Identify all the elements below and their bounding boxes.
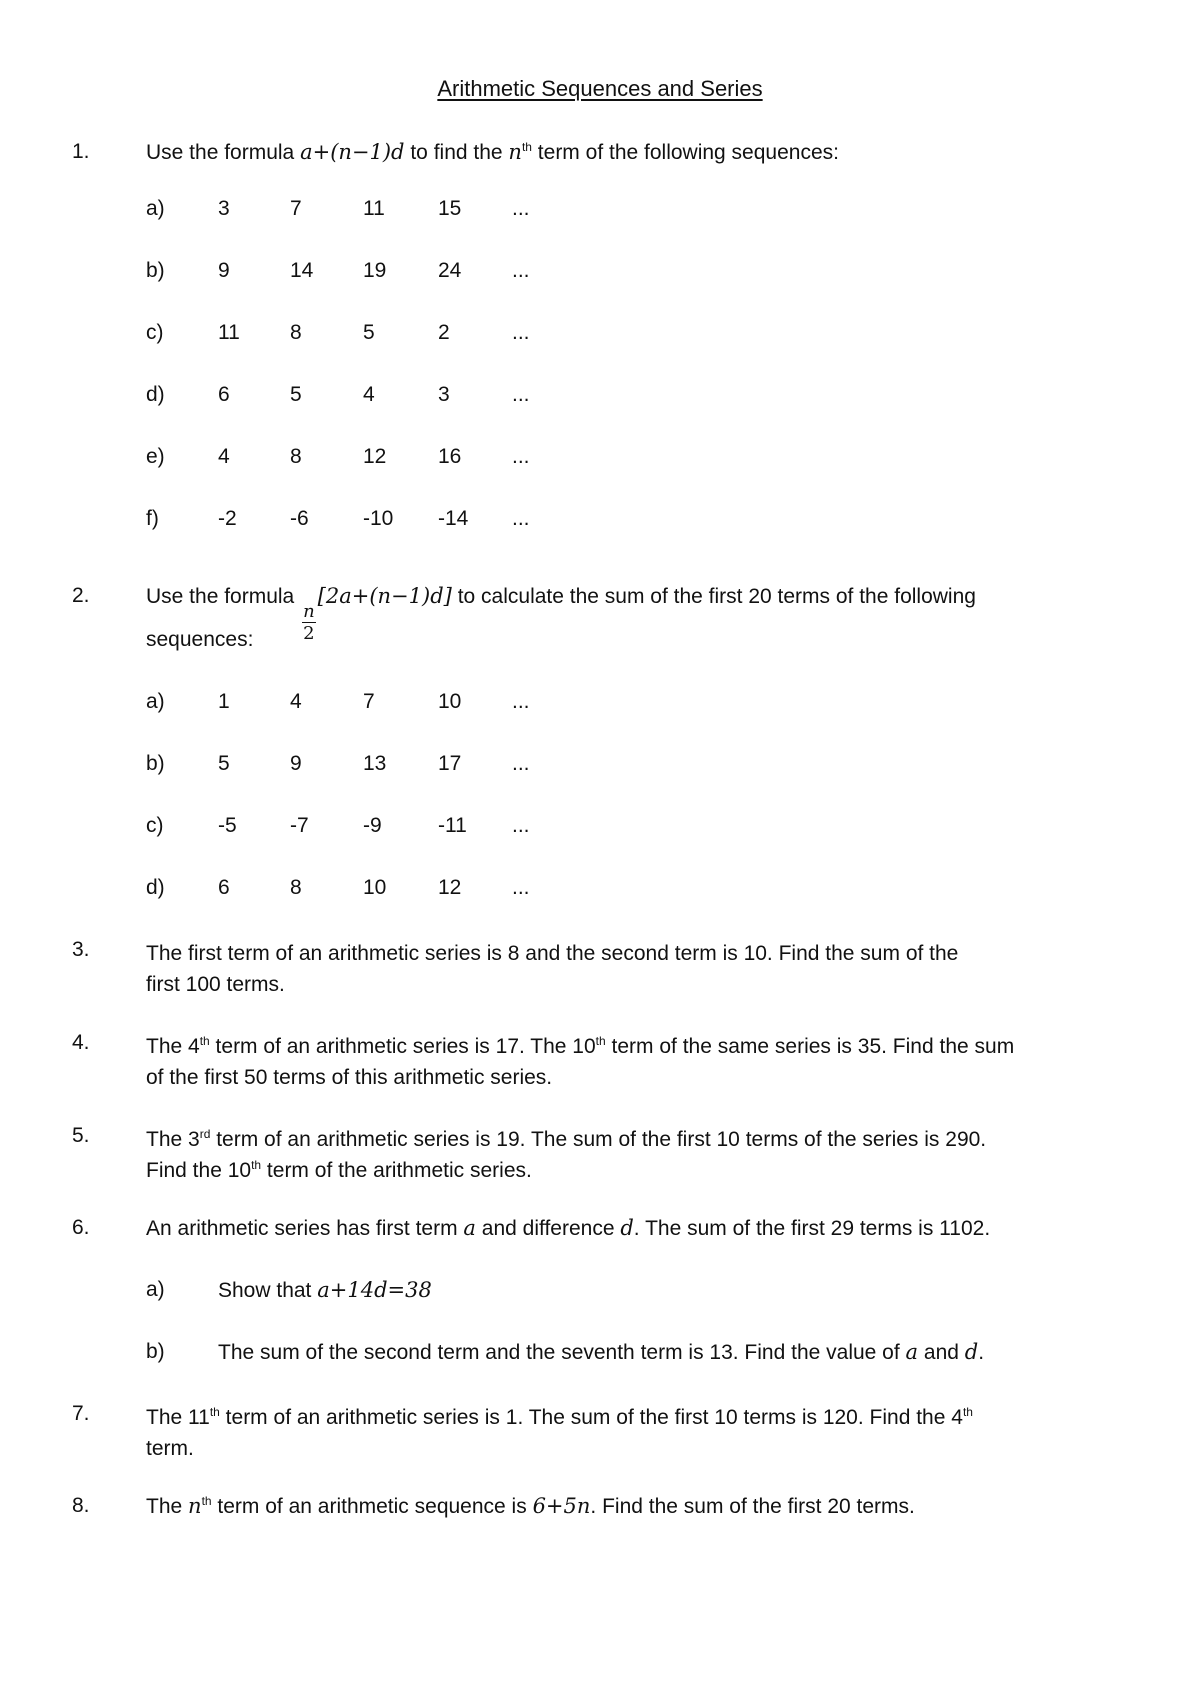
text-segment: Use the formula xyxy=(146,141,301,164)
row-label: f) xyxy=(146,507,159,530)
term: 15 xyxy=(438,197,462,220)
formula: [2a+(n−1)d] xyxy=(317,584,452,608)
term: 8 xyxy=(290,321,302,344)
question-text xyxy=(146,938,958,1000)
fraction-denominator: 2 xyxy=(303,623,315,644)
text-segment: to calculate the sum of the first 20 terms of the following xyxy=(451,585,976,608)
term: -2 xyxy=(218,507,237,530)
text-segment: term of an arithmetic sequence is xyxy=(211,1495,533,1518)
text-segment: . Find the sum of the first 20 terms. xyxy=(590,1495,915,1518)
question-text-line2: sequences: xyxy=(146,628,254,651)
text-segment: term of an arithmetic series is 19. The sum of the first 10 terms of the series is 290. xyxy=(210,1128,987,1151)
question-number: 8. xyxy=(72,1494,90,1517)
term: -9 xyxy=(363,814,382,837)
ellipsis: ... xyxy=(512,507,530,530)
text-segment: and xyxy=(918,1341,965,1364)
term: 12 xyxy=(363,445,387,468)
row-label: a) xyxy=(146,690,165,713)
text-segment: An arithmetic series has first term xyxy=(146,1217,464,1240)
text-segment: Show that xyxy=(218,1279,318,1302)
text-segment: term of the same series is 35. Find the sum xyxy=(605,1035,1015,1058)
row-label: c) xyxy=(146,321,164,344)
formula: 6+5n xyxy=(532,1494,591,1518)
formula: a+14d=38 xyxy=(317,1278,432,1302)
question-text xyxy=(146,584,976,643)
text-segment: The 3 xyxy=(146,1128,200,1151)
fraction xyxy=(302,603,316,643)
question-text xyxy=(146,1216,990,1241)
text-segment: . xyxy=(978,1341,985,1364)
text-segment: The 4 xyxy=(146,1035,200,1058)
text-segment: . The sum of the first 29 terms is 1102. xyxy=(633,1217,991,1240)
term: 11 xyxy=(363,197,385,220)
text-line xyxy=(146,1402,973,1433)
ellipsis: ... xyxy=(512,814,530,837)
text-segment: to find the xyxy=(404,141,509,164)
text-segment: Find the 10 xyxy=(146,1159,252,1182)
term: 6 xyxy=(218,876,230,899)
variable-n: n xyxy=(508,140,522,164)
text-segment: The xyxy=(146,1495,189,1518)
text-line xyxy=(146,1124,986,1155)
variable-a: a xyxy=(905,1340,919,1364)
row-label: b) xyxy=(146,259,165,282)
term: -6 xyxy=(290,507,309,530)
term: 7 xyxy=(363,690,375,713)
text-segment: and difference xyxy=(475,1217,621,1240)
variable-d: d xyxy=(620,1216,634,1240)
term: 4 xyxy=(363,383,375,406)
term: 4 xyxy=(218,445,230,468)
term: 7 xyxy=(290,197,302,220)
term: 11 xyxy=(218,321,240,344)
superscript: th xyxy=(595,1034,606,1048)
superscript: th xyxy=(962,1405,973,1419)
term: 3 xyxy=(218,197,230,220)
row-label: c) xyxy=(146,814,164,837)
ellipsis: ... xyxy=(512,876,530,899)
text-segment: term of the arithmetic series. xyxy=(261,1159,532,1182)
text-segment: term of the following sequences: xyxy=(531,141,839,164)
term: 17 xyxy=(438,752,462,775)
question-number: 5. xyxy=(72,1124,90,1147)
question-number: 6. xyxy=(72,1216,90,1239)
row-label: d) xyxy=(146,876,165,899)
term: -5 xyxy=(218,814,237,837)
term: 1 xyxy=(218,690,230,713)
term: 6 xyxy=(218,383,230,406)
term: -11 xyxy=(438,814,467,837)
term: 19 xyxy=(363,259,387,282)
sub-part-label: a) xyxy=(146,1278,165,1301)
term: 3 xyxy=(438,383,450,406)
question-text xyxy=(146,1031,1014,1093)
term: 8 xyxy=(290,876,302,899)
question-number: 7. xyxy=(72,1402,90,1425)
term: 24 xyxy=(438,259,462,282)
term: -14 xyxy=(438,507,469,530)
term: 5 xyxy=(290,383,302,406)
sub-part-text xyxy=(218,1278,432,1303)
text-line xyxy=(146,1155,986,1186)
ellipsis: ... xyxy=(512,259,530,282)
variable-n: n xyxy=(188,1494,202,1518)
term: 5 xyxy=(363,321,375,344)
superscript: th xyxy=(209,1405,220,1419)
formula: a+(n−1)d xyxy=(300,140,405,164)
question-text xyxy=(146,1402,973,1464)
term: 9 xyxy=(218,259,230,282)
sub-part-label: b) xyxy=(146,1340,165,1363)
term: 14 xyxy=(290,259,314,282)
superscript: th xyxy=(521,140,532,154)
question-text xyxy=(146,1494,915,1519)
text-line: term. xyxy=(146,1437,194,1460)
term: 13 xyxy=(363,752,387,775)
text-line xyxy=(146,1031,1014,1062)
term: 10 xyxy=(438,690,462,713)
row-label: a) xyxy=(146,197,165,220)
ellipsis: ... xyxy=(512,197,530,220)
row-label: e) xyxy=(146,445,165,468)
superscript: th xyxy=(201,1494,212,1508)
ellipsis: ... xyxy=(512,383,530,406)
text-line: of the first 50 terms of this arithmetic series. xyxy=(146,1066,553,1089)
fraction-numerator: n xyxy=(303,601,315,622)
question-number: 3. xyxy=(72,938,90,961)
question-number: 1. xyxy=(72,140,90,163)
term: 16 xyxy=(438,445,462,468)
term: 2 xyxy=(438,321,450,344)
text-segment: The sum of the second term and the seventh term is 13. Find the value of xyxy=(218,1341,906,1364)
term: 8 xyxy=(290,445,302,468)
ellipsis: ... xyxy=(512,752,530,775)
term: 12 xyxy=(438,876,462,899)
superscript: th xyxy=(199,1034,210,1048)
superscript: th xyxy=(251,1158,262,1172)
text-segment: term of an arithmetic series is 17. The 10 xyxy=(209,1035,596,1058)
text-segment: Use the formula xyxy=(146,585,301,608)
superscript: rd xyxy=(199,1127,211,1141)
question-text xyxy=(146,1124,986,1186)
row-label: d) xyxy=(146,383,165,406)
question-number: 4. xyxy=(72,1031,90,1054)
term: 10 xyxy=(363,876,387,899)
question-number: 2. xyxy=(72,584,90,607)
term: 5 xyxy=(218,752,230,775)
term: -10 xyxy=(363,507,394,530)
ellipsis: ... xyxy=(512,445,530,468)
text-line: The first term of an arithmetic series is 8 and the second term is 10. Find the sum of the xyxy=(146,942,959,965)
variable-a: a xyxy=(463,1216,476,1240)
ellipsis: ... xyxy=(512,321,530,344)
text-segment: term of an arithmetic series is 1. The sum of the first 10 terms is 120. Find the 4 xyxy=(219,1406,963,1429)
term: 4 xyxy=(290,690,302,713)
variable-d: d xyxy=(964,1340,979,1364)
sub-part-text xyxy=(218,1340,984,1365)
term: 9 xyxy=(290,752,302,775)
term: -7 xyxy=(290,814,309,837)
text-line: first 100 terms. xyxy=(146,973,285,996)
page-title: Arithmetic Sequences and Series xyxy=(437,76,763,101)
text-segment: The 11 xyxy=(146,1406,210,1429)
question-text xyxy=(146,140,839,165)
row-label: b) xyxy=(146,752,165,775)
ellipsis: ... xyxy=(512,690,530,713)
